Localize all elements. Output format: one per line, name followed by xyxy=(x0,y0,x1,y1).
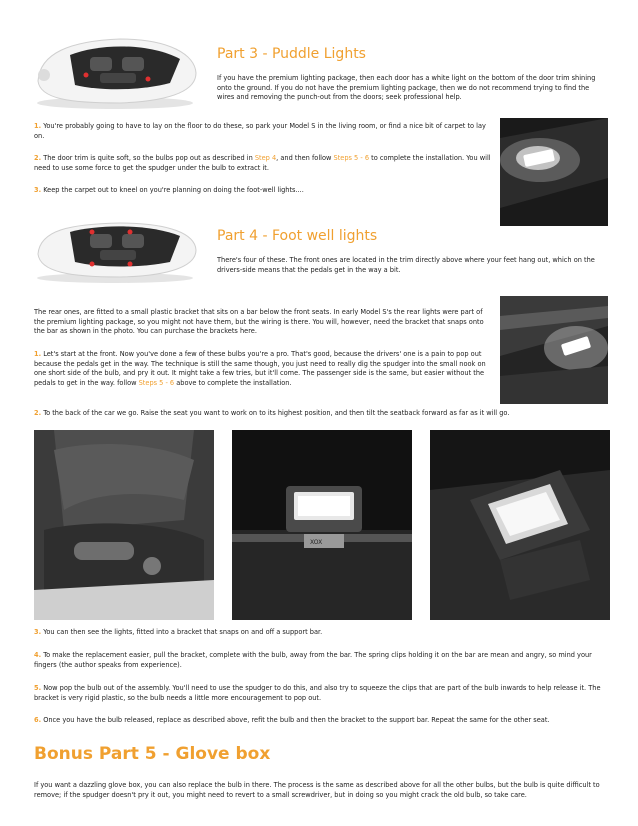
part3-step2-mid: , and then follow xyxy=(276,154,334,162)
bonus-title: Bonus Part 5 - Glove box xyxy=(34,744,271,764)
part4-step6 xyxy=(34,716,602,726)
part3-step2-pre: The door trim is quite soft, so the bulbs pop out as described in xyxy=(41,154,255,162)
part4-step2 xyxy=(34,409,614,419)
bonus-text: If you want a dazzling glove box, you can also replace the bulb in there. The process is the same as described above for all the other bulbs, but the bulb is quite difficult to remove; if the spudger doesn't pry it out, you might need to revert to a small screwdriver, but in doing so you might crack the old bulb, so take care. xyxy=(34,781,600,799)
steps-5-6-link-2[interactable]: Steps 5 - 6 xyxy=(138,378,175,387)
steps-5-6-link[interactable]: Steps 5 - 6 xyxy=(333,154,370,162)
footwell-light-photo xyxy=(500,296,608,404)
part3-intro: If you have the premium lighting package, then each door has a white light on the bottom of the door trim shining onto the ground. If you do not have the premium lighting package, then we do not recommend trying to find the wires and removing the punch-out from the doors; seek professional help. xyxy=(217,74,596,102)
part3-step2 xyxy=(34,154,494,173)
part4-step5-text: Now pop the bulb out of the assembly. You'll need to use the spudger to do this, and also try to squeeze the clips that are part of the bulb inwards to help release it. The bracket is very rigid plastic, so the bulb needs a little more encouragement to pop out. xyxy=(34,684,601,702)
bulb-label-text: XOX xyxy=(310,539,323,546)
part3-step3 xyxy=(34,186,494,196)
bracket-on-bar-photo xyxy=(232,430,412,620)
part3-step1-text: You're probably going to have to lay on the floor to do these, so park your Model S in the living room, or find a nice bit of carpet to lay on. xyxy=(34,122,486,140)
part4-rear-text: The rear ones, are fitted to a small plastic bracket that sits on a bar below the front seats. In early Model S's the rear lights were part of the premium lighting package, so you might not have them, but the wiring is there. You will, however, need the bracket that snaps onto the bar as shown in the photo. You can purchase the brackets here. xyxy=(34,308,484,336)
part4-step3 xyxy=(34,628,614,638)
part4-step3-number: 3. xyxy=(34,628,42,636)
part4-step1-pre: Let's start at the front. Now you've done a few of these bulbs you're a pro. That's good, because the drivers' one is a pain to pop out because the pedals get in the way. The technique is still the same though, you just need to really dig the spudger into the small nook on one short side of the bulb, and pry it out. It might take a few tries, but it'll come. The passenger side is the same, but easier without the pedals to get in the way. follow xyxy=(34,350,486,387)
part4-step4-text: To make the replacement easier, pull the bracket, complete with the bulb, away from the bar. The spring clips holding it on the bar are mean and angry, so mind your fingers (the author speaks from experience). xyxy=(34,651,592,669)
part4-step5-number: 5. xyxy=(34,684,42,692)
part4-step1-number: 1. xyxy=(34,350,42,358)
part4-step2-text: To the back of the car we go. Raise the seat you want to work on to its highest position, and then tilt the seatback forward as far as it will go. xyxy=(41,409,510,417)
part4-title: Part 4 - Foot well lights xyxy=(217,228,378,244)
part4-step2-number: 2. xyxy=(34,409,42,417)
part3-step1 xyxy=(34,122,494,141)
part4-intro: There's four of these. The front ones are located in the trim directly above where your feet hang out, which on the drivers-side means that the pedals get in the way a bit. xyxy=(217,256,595,274)
part4-step3-text: You can then see the lights, fitted into a bracket that snaps on and off a support bar. xyxy=(41,628,323,636)
part3-title: Part 3 - Puddle Lights xyxy=(217,46,366,62)
bracket-removed-photo xyxy=(430,430,610,620)
part4-step5 xyxy=(34,684,602,703)
seat-tilted-photo xyxy=(34,430,214,620)
part4-step1 xyxy=(34,350,494,388)
step4-link[interactable]: Step 4 xyxy=(254,154,277,162)
part3-step1-number: 1. xyxy=(34,122,42,130)
part3-step3-number: 3. xyxy=(34,186,42,194)
car-top-view-footwell-lights xyxy=(30,220,200,286)
part3-step3-text: Keep the carpet out to kneel on you're planning on doing the foot-well lights.... xyxy=(41,186,304,194)
part4-step1-post: above to complete the installation. xyxy=(174,378,292,387)
part4-step4-number: 4. xyxy=(34,651,42,659)
car-top-view-puddle-lights xyxy=(30,33,200,113)
part3-step2-post: to complete the installation. You will need to use some force to get the spudger under the bulb to extract it. xyxy=(34,154,491,172)
part4-step6-text: Once you have the bulb released, replace as described above, refit the bulb and then the bracket to the support bar. Repeat the same for the other seat. xyxy=(41,716,550,724)
part4-step6-number: 6. xyxy=(34,716,42,724)
puddle-light-photo xyxy=(500,118,608,226)
part3-step2-number: 2. xyxy=(34,154,42,162)
part4-step4 xyxy=(34,651,602,670)
